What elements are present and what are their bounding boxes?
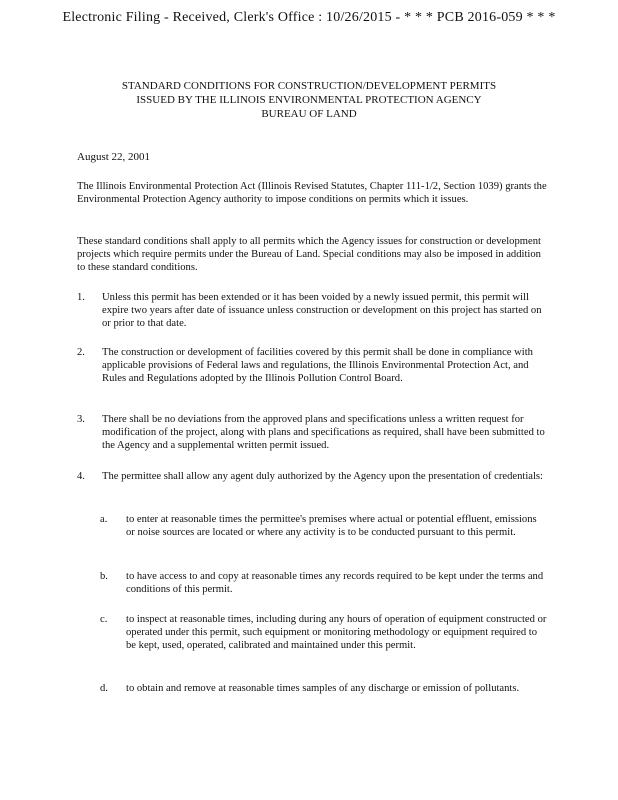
subcondition-letter: c. bbox=[100, 614, 108, 625]
subcondition-text: to enter at reasonable times the permittee's premises where actual or potential effluent, emissions or noise sources are located or where any activity is to be conducted pursuant to this permit. bbox=[126, 514, 537, 538]
subcondition-text: to have access to and copy at reasonable times any records required to be kept under the terms and conditions of this permit. bbox=[126, 571, 544, 595]
condition-number: 3. bbox=[77, 414, 85, 425]
intro-paragraph-1: The Illinois Environmental Protection Act (Illinois Revised Statutes, Chapter 111-1/2, Section 1039) grants the Environmental Protection Agency authority to impose conditions on permits which it issues. bbox=[77, 181, 547, 205]
filing-stamp: Electronic Filing - Received, Clerk's Office : 10/26/2015 - * * * PCB 2016-059 * * * bbox=[62, 10, 556, 25]
title-line-1: STANDARD CONDITIONS FOR CONSTRUCTION/DEVELOPMENT PERMITS bbox=[121, 80, 497, 92]
condition-text: Unless this permit has been extended or it has been voided by a newly issued permit, this permit will expire two years after date of issuance unless construction or development on this project has started on or prior to that date. bbox=[102, 292, 542, 329]
subcondition-letter: d. bbox=[100, 683, 108, 694]
subcondition-text: to inspect at reasonable times, including during any hours of operation of equipment constructed or operated under this permit, such equipment or monitoring methodology or equipment required to be kept, used, operated, calibrated and maintained under this permit. bbox=[126, 614, 547, 651]
condition-number: 1. bbox=[77, 292, 85, 303]
title-line-3: BUREAU OF LAND bbox=[261, 108, 357, 120]
condition-number: 2. bbox=[77, 347, 85, 358]
condition-text: The construction or development of facilities covered by this permit shall be done in compliance with applicable provisions of Federal laws and regulations, the Illinois Environmental Protection Act, and Rules and Regulations adopted by the Illinois Pollution Control Board. bbox=[102, 347, 533, 384]
intro-paragraph-2: These standard conditions shall apply to all permits which the Agency issues for construction or development projects which require permits under the Bureau of Land. Special conditions may also be imposed in addition to these standard conditions. bbox=[77, 236, 541, 273]
subcondition-letter: a. bbox=[100, 514, 108, 525]
title-line-2: ISSUED BY THE ILLINOIS ENVIRONMENTAL PROTECTION AGENCY bbox=[136, 94, 482, 106]
subcondition-text: to obtain and remove at reasonable times samples of any discharge or emission of pollutants. bbox=[126, 683, 520, 694]
condition-number: 4. bbox=[77, 471, 85, 482]
condition-text: The permittee shall allow any agent duly authorized by the Agency upon the presentation of credentials: bbox=[102, 471, 543, 482]
condition-text: There shall be no deviations from the approved plans and specifications unless a written request for modification of the project, along with plans and specifications as required, shall have been submitted to the Agency and a supplemental written permit issued. bbox=[102, 414, 545, 451]
document-title bbox=[0, 79, 618, 121]
document-date: August 22, 2001 bbox=[77, 151, 151, 163]
subcondition-letter: b. bbox=[100, 571, 108, 582]
